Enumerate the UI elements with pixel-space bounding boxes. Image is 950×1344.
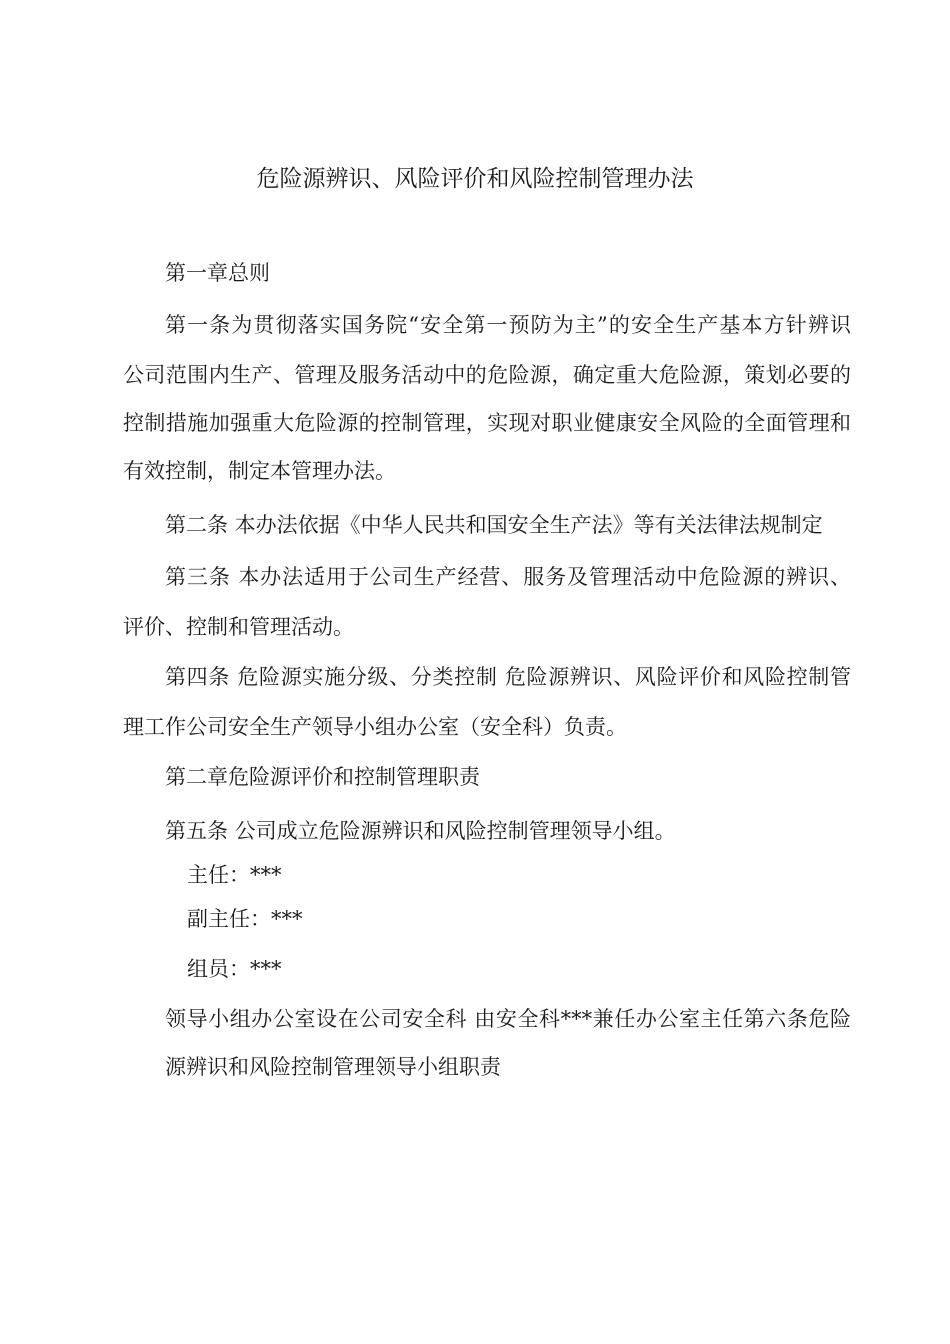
chapter-heading: 第一章总则 xyxy=(165,261,270,285)
paragraph-line: 公司范围内生产、管理及服务活动中的危险源，确定重大危险源，策划必要的 xyxy=(123,363,851,387)
paragraph-line: 第二条 本办法依据《中华人民共和国安全生产法》等有关法律法规制定 xyxy=(165,513,823,537)
member-line: 主任：*** xyxy=(187,863,282,887)
paragraph-line: 控制措施加强重大危险源的控制管理，实现对职业健康安全风险的全面管理和 xyxy=(123,411,851,435)
chapter-heading: 第二章危险源评价和控制管理职责 xyxy=(165,765,480,789)
paragraph-line: 第四条 危险源实施分级、分类控制 危险源辨识、风险评价和风险控制管 xyxy=(165,665,851,689)
paragraph-line: 领导小组办公室设在公司安全科 由安全科***兼任办公室主任第六条危险 xyxy=(165,1007,851,1031)
member-line: 副主任：*** xyxy=(187,907,303,931)
paragraph-line: 第一条为贯彻落实国务院“安全第一预防为主”的安全生产基本方针辨识 xyxy=(165,313,851,337)
paragraph-line: 有效控制，制定本管理办法。 xyxy=(123,459,396,483)
paragraph-line: 第五条 公司成立危险源辨识和风险控制管理领导小组。 xyxy=(165,819,676,843)
paragraph-line: 源辨识和风险控制管理领导小组职责 xyxy=(165,1055,501,1079)
document-title: 危险源辨识、风险评价和风险控制管理办法 xyxy=(256,166,694,192)
member-line: 组员：*** xyxy=(187,957,282,981)
paragraph-line: 第三条 本办法适用于公司生产经营、服务及管理活动中危险源的辨识、 xyxy=(165,565,851,589)
paragraph-line: 理工作公司安全生产领导小组办公室（安全科）负责。 xyxy=(123,715,627,739)
paragraph-line: 评价、控制和管理活动。 xyxy=(123,615,354,639)
